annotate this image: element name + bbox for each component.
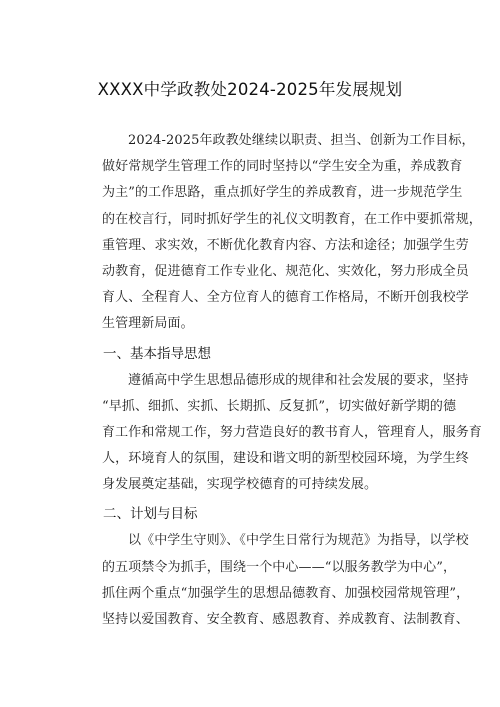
document-body — [102, 128, 482, 633]
paragraph-line: 育人、全程育人、全方位育人的德育工作格局，不断开创我校学 — [102, 290, 469, 306]
intro-paragraph — [102, 128, 482, 338]
paragraph-line: 生管理新局面。 — [102, 316, 194, 332]
document-title: XXXX中学政教处2024-2025年发展规划 — [97, 80, 403, 99]
paragraph-line: “早抓、细抓、实抓、长期抓、反复抓”，切实做好新学期的德 — [102, 398, 457, 414]
paragraph-line: 做好常规学生管理工作的同时坚持以“学生安全为重，养成教育 — [102, 159, 463, 175]
paragraph-line: 以《中学生守则》、《中学生日常行为规范》为指导，以学校 — [128, 533, 469, 549]
paragraph-line: 的五项禁令为抓手，围绕一个中心——“以服务教学为中心”， — [102, 559, 457, 575]
paragraph-line: 2024-2025年政教处继续以职责、担当、创新为工作目标， — [128, 133, 475, 148]
section-paragraph-plan-and-goals — [102, 528, 470, 633]
paragraph-line: 身发展奠定基础，实现学校德育的可持续发展。 — [102, 477, 378, 493]
paragraph-line: 的在校言行，同时抓好学生的礼仪文明教育，在工作中要抓常规， — [102, 211, 482, 227]
paragraph-line: 动教育，促进德育工作专业化、规范化、实效化，努力形成全员 — [102, 263, 469, 279]
section-heading-guiding-ideology: 一、基本指导思想 — [103, 345, 211, 362]
paragraph-line: 为主”的工作思路，重点抓好学生的养成教育，进一步规范学生 — [102, 185, 463, 201]
paragraph-line: 抓住两个重点“加强学生的思想品德教育、加强校园常规管理”， — [102, 585, 470, 601]
paragraph-line: 重管理、求实效，不断优化教育内容、方法和途径；加强学生劳 — [102, 237, 469, 253]
paragraph-line: 人，环境育人的氛围，建设和谐文明的新型校园环境，为学生终 — [102, 451, 469, 467]
paragraph-line: 坚持以爱国教育、安全教育、感恩教育、养成教育、法制教育、 — [102, 612, 469, 627]
section-heading-plan-and-goals: 二、计划与目标 — [103, 506, 198, 523]
paragraph-line: 遵循高中学生思想品德形成的规律和社会发展的要求，坚持 — [128, 372, 469, 388]
paragraph-line: 育工作和常规工作，努力营造良好的教书育人，管理育人，服务育 — [102, 424, 482, 440]
section-paragraph-guiding-ideology — [102, 368, 482, 499]
